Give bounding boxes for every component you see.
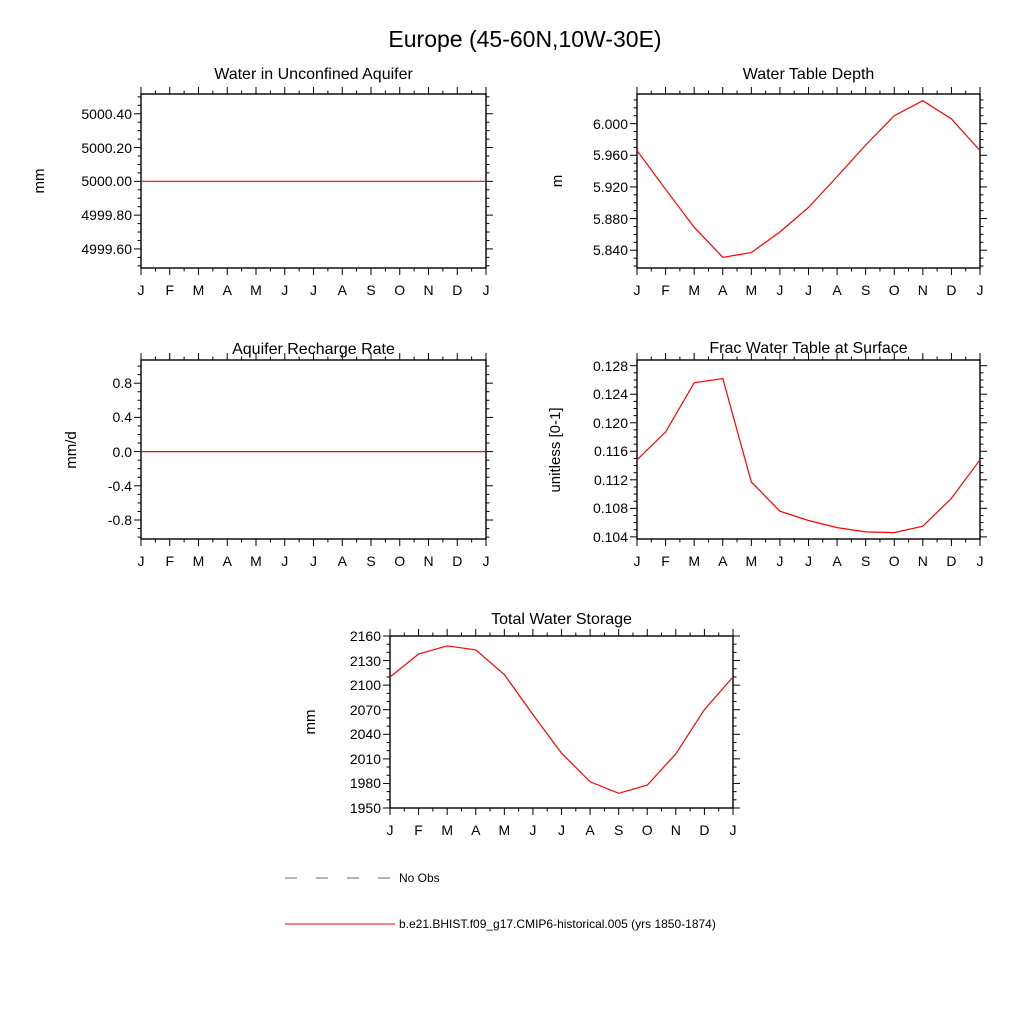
x-tick-label: J (776, 282, 784, 298)
x-tick-label: J (805, 282, 812, 298)
x-tick-label: J (281, 282, 289, 298)
y-tick-label: 5.920 (592, 178, 628, 195)
chart-panel-aquifer-recharge-rate (134, 353, 493, 546)
x-tick-label: M (688, 553, 700, 569)
x-tick-label: J (633, 553, 641, 569)
x-tick-label: A (471, 822, 481, 838)
y-tick-label: 2130 (349, 652, 381, 669)
x-tick-label: F (414, 822, 423, 838)
data-line (637, 101, 980, 258)
x-tick-label: J (310, 553, 317, 569)
x-tick-label: O (641, 822, 653, 838)
x-tick-label: M (250, 553, 262, 569)
x-tick-label: J (558, 822, 565, 838)
chart-title: Water Table Depth (742, 66, 875, 83)
x-tick-label: D (452, 553, 463, 569)
y-tick-label: 5000.40 (81, 105, 132, 122)
x-tick-label: F (661, 282, 670, 298)
x-tick-label: O (888, 282, 900, 298)
x-tick-label: J (137, 553, 145, 569)
x-tick-label: F (661, 553, 670, 569)
y-tick-label: 5.880 (592, 210, 628, 227)
y-tick-label: 5000.00 (81, 173, 132, 190)
y-tick-label: 0.104 (592, 528, 628, 545)
y-tick-label: 0.8 (112, 375, 132, 392)
x-tick-label: D (946, 282, 957, 298)
panel-frame (637, 360, 980, 539)
x-tick-label: S (860, 553, 871, 569)
y-tick-label: 0.108 (592, 500, 628, 517)
page-title: Europe (45-60N,10W-30E) (388, 26, 662, 52)
x-tick-label: J (729, 822, 737, 838)
x-tick-label: J (776, 553, 784, 569)
y-tick-label: 5000.20 (81, 139, 132, 156)
x-tick-label: S (366, 553, 376, 569)
x-tick-label: M (688, 282, 700, 298)
x-tick-label: S (366, 282, 376, 298)
panel-frame (390, 636, 733, 808)
y-tick-label: 0.4 (112, 409, 132, 426)
chart-title: Aquifer Recharge Rate (232, 341, 395, 358)
x-tick-label: A (718, 282, 728, 298)
x-tick-label: J (805, 553, 812, 569)
legend-label-no-obs: No Obs (399, 871, 440, 885)
y-axis-label: mm (302, 709, 319, 735)
x-tick-label: J (482, 553, 490, 569)
y-axis-label: mm/d (63, 430, 80, 469)
x-tick-label: J (529, 822, 537, 838)
x-tick-label: J (482, 282, 490, 298)
x-tick-label: J (137, 282, 145, 298)
y-tick-label: 1950 (349, 800, 381, 816)
y-tick-label: 0.112 (594, 471, 628, 488)
x-tick-label: J (633, 282, 641, 298)
x-tick-label: A (832, 553, 842, 569)
x-tick-label: J (976, 553, 984, 569)
y-tick-label: 2010 (349, 750, 381, 767)
x-tick-label: J (310, 282, 317, 298)
y-tick-label: -0.8 (107, 512, 132, 528)
y-tick-label: 0.116 (594, 443, 628, 460)
x-tick-label: J (281, 553, 289, 569)
x-tick-label: A (585, 822, 595, 838)
x-tick-label: D (946, 553, 957, 569)
y-tick-label: 2040 (349, 726, 381, 743)
x-tick-label: N (423, 553, 434, 569)
x-tick-label: S (613, 822, 624, 838)
x-tick-label: A (337, 553, 347, 569)
x-tick-label: D (699, 822, 710, 838)
x-tick-label: A (337, 282, 347, 298)
chart-title: Water in Unconfined Aquifer (214, 66, 413, 83)
chart-panel-total-water-storage (383, 629, 740, 815)
chart-title: Frac Water Table at Surface (709, 340, 908, 357)
y-tick-label: 2160 (349, 628, 381, 644)
x-tick-label: M (192, 282, 205, 298)
y-tick-label: 2100 (349, 677, 381, 694)
y-tick-label: 4999.80 (81, 207, 132, 224)
panel-frame (637, 94, 980, 268)
y-tick-label: -0.4 (107, 477, 132, 494)
y-tick-label: 2070 (349, 701, 381, 718)
legend-line-model-run (284, 917, 396, 936)
y-tick-label: 0.120 (592, 414, 628, 431)
y-tick-label: 4999.60 (81, 240, 132, 257)
x-tick-label: M (441, 822, 453, 838)
axis-ticks (630, 353, 987, 546)
axis-ticks (630, 87, 987, 275)
y-tick-label: 1980 (349, 775, 381, 792)
x-tick-label: F (165, 553, 175, 569)
panel-frame (141, 360, 486, 539)
data-line (637, 379, 980, 533)
x-tick-label: A (222, 553, 232, 569)
y-tick-label: 5.840 (592, 242, 628, 259)
x-tick-label: O (394, 553, 406, 569)
y-axis-label: m (549, 174, 566, 188)
axis-ticks (383, 629, 740, 815)
y-axis-label: mm (31, 168, 48, 194)
x-tick-label: O (394, 282, 406, 298)
x-tick-label: A (832, 282, 842, 298)
x-tick-label: M (250, 282, 262, 298)
chart-panel-frac-water-table-at-surface (630, 353, 987, 546)
x-tick-label: M (745, 553, 758, 569)
y-axis-label: unitless [0-1] (547, 406, 564, 493)
x-tick-label: D (452, 282, 463, 298)
data-line (390, 646, 733, 794)
axis-ticks (134, 353, 493, 546)
chart-title: Total Water Storage (491, 611, 632, 628)
y-tick-label: 0.128 (592, 357, 628, 374)
x-tick-label: N (917, 553, 928, 569)
y-tick-label: 5.960 (592, 147, 628, 164)
chart-panel-water-in-unconfined-aquifer (134, 87, 493, 275)
y-tick-label: 6.000 (592, 115, 628, 132)
y-tick-label: 0.124 (592, 386, 628, 403)
x-tick-label: N (423, 282, 434, 298)
legend-line-no-obs (284, 871, 396, 890)
x-tick-label: M (745, 282, 758, 298)
x-tick-label: M (498, 822, 511, 838)
x-tick-label: A (718, 553, 728, 569)
x-tick-label: M (192, 553, 205, 569)
x-tick-label: N (917, 282, 928, 298)
y-tick-label: 0.0 (112, 443, 132, 460)
legend-label-model-run: b.e21.BHIST.f09_g17.CMIP6-historical.005 (yrs 1850-1874) (399, 917, 716, 931)
x-tick-label: J (386, 822, 394, 838)
x-tick-label: N (670, 822, 681, 838)
x-tick-label: F (165, 282, 175, 298)
x-tick-label: O (888, 553, 900, 569)
x-tick-label: A (222, 282, 232, 298)
x-tick-label: J (976, 282, 984, 298)
x-tick-label: S (860, 282, 871, 298)
chart-panel-water-table-depth (630, 87, 987, 275)
